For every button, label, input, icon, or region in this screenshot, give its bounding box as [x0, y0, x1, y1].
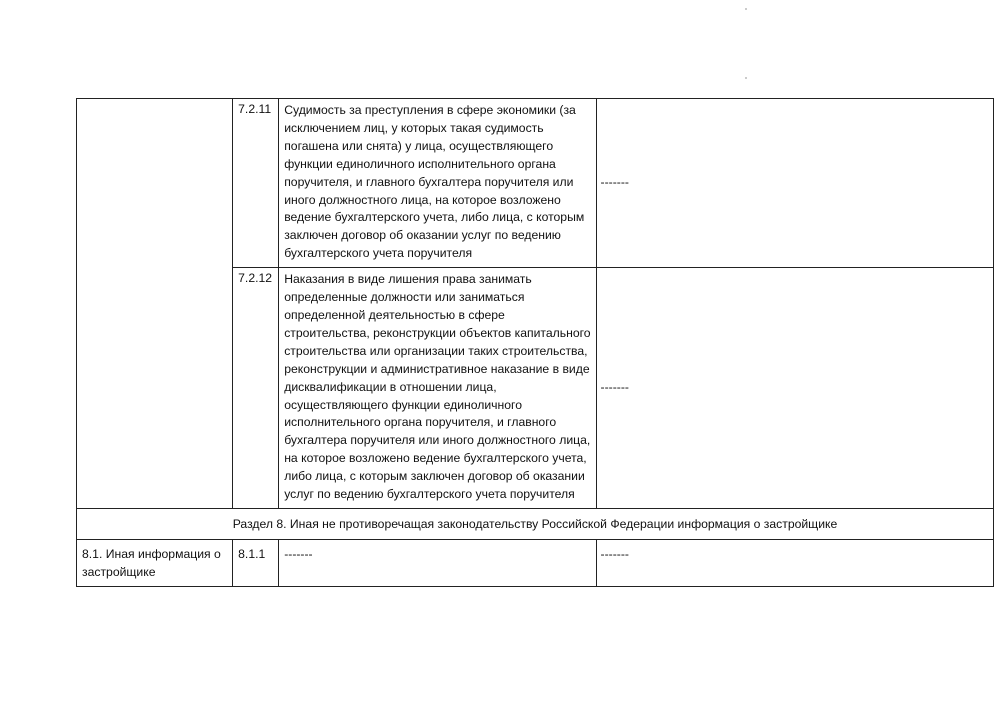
row-description: ------- — [279, 539, 596, 586]
scan-speck — [745, 8, 747, 10]
scan-speck — [745, 77, 747, 79]
section-8-label: 8.1. Иная информация о застройщике — [77, 539, 233, 586]
row-description: Наказания в виде лишения права занимать определенные должности или заниматься определенной деятельностью в сфере строительства, реконструкции объектов капитального строительства или организации таких строительства, реконструкции и административное наказание в виде дисквалификации в отношении лица, осуществляющего функции единоличного исполнительного органа поручителя, и главного бухгалтера поручителя или иного должностного лица, на которое возложено ведение бухгалтерского учета, либо лица, с которым заключен договор об оказании услуг по ведению бухгалтерского учета поручителя — [279, 268, 596, 509]
table-row-7-2-11 — [77, 99, 994, 268]
section-8-title: Раздел 8. Иная не противоречащая законодательству Российской Федерации информация о застройщике — [77, 508, 994, 539]
row-number: 7.2.12 — [233, 268, 279, 509]
table-row-8-1-1 — [77, 539, 994, 586]
row-value: ------- — [596, 268, 993, 509]
document-table — [76, 98, 994, 587]
row-value: ------- — [596, 539, 993, 586]
row-description: Судимость за преступления в сфере экономики (за исключением лиц, у которых такая судимость погашена или снята) у лица, осуществляющего функции единоличного исполнительного органа поручителя, и главного бухгалтера поручителя или иного должностного лица, на которое возложено ведение бухгалтерского учета, либо лица, с которым заключен договор об оказании услуг по ведению бухгалтерского учета поручителя — [279, 99, 596, 268]
row-number: 8.1.1 — [233, 539, 279, 586]
row-number: 7.2.11 — [233, 99, 279, 268]
section-8-header-row — [77, 508, 994, 539]
empty-section-cell — [77, 99, 233, 509]
row-value: ------- — [596, 99, 993, 268]
